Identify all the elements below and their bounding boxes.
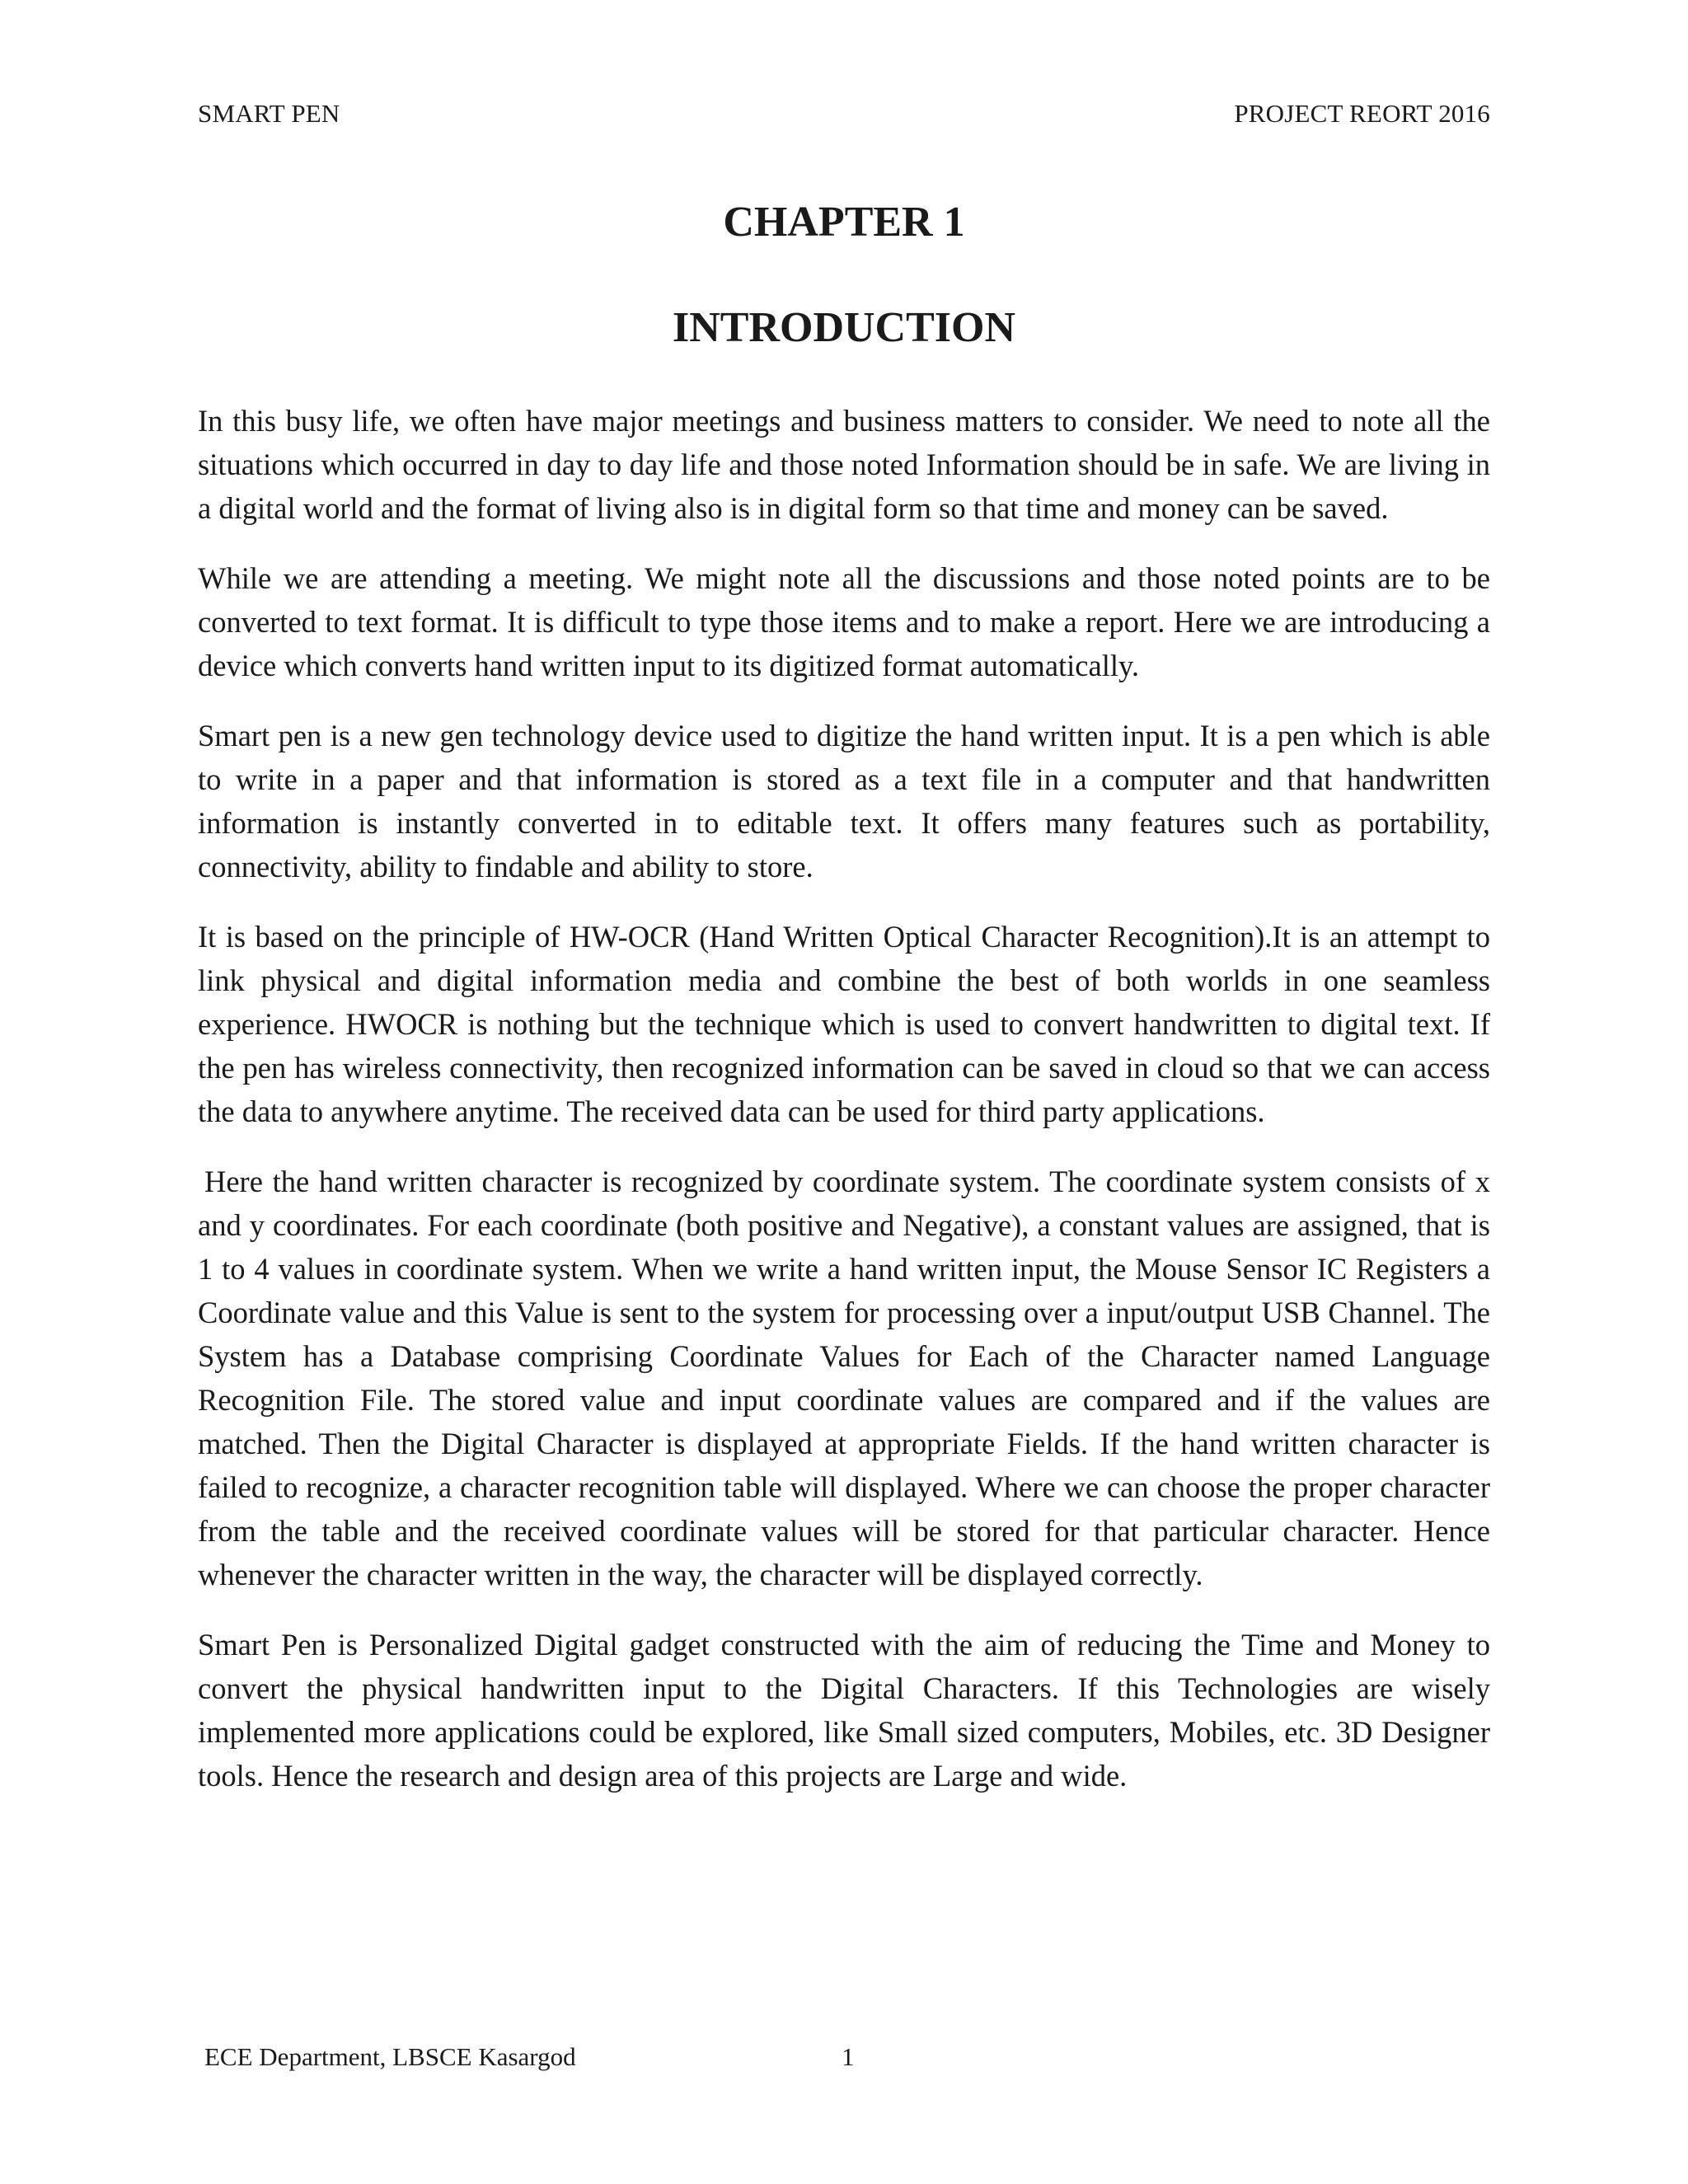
paragraph: While we are attending a meeting. We might note all the discussions and those noted points are to be converted to text format. It is difficult to type those items and to make a report. Here we are introducing a device which converts hand written input to its digitized format automatically.	[198, 561, 1490, 682]
paragraph: Smart Pen is Personalized Digital gadget constructed with the aim of reducing the Time and Money to convert the physical handwritten input to the Digital Characters. If this Technologies are wisely implemented more applications could be explored, like Small sized computers, Mobiles, etc. 3D Designer tools. Hence the research and design area of this projects are Large and wide.	[198, 1628, 1490, 1793]
paragraph: It is based on the principle of HW-OCR (Hand Written Optical Character Recognition).It is an attempt to link physical and digital information media and combine the best of both worlds in one seamless experience. HWOCR is nothing but the technique which is used to convert handwritten to digital text. If the pen has wireless connectivity, then recognized information can be saved in cloud so that we can access the data to anywhere anytime. The received data can be used for third party applications.	[198, 920, 1490, 1128]
header-left-title: SMART PEN	[198, 99, 340, 128]
page-number: 1	[842, 2042, 855, 2071]
header-right-title: PROJECT REORT 2016	[1234, 99, 1490, 128]
paragraph: Here the hand written character is recognized by coordinate system. The coordinate system consists of x and y coordinates. For each coordinate (both positive and Negative), a constant values are assigned, that is 1 to 4 values in coordinate system. When we write a hand written input, the Mouse Sensor IC Registers a Coordinate value and this Value is sent to the system for processing over a input/output USB Channel. The System has a Database comprising Coordinate Values for Each of the Character named Language Recognition File. The stored value and input coordinate values are compared and if the values are matched. Then the Digital Character is displayed at appropriate Fields. If the hand written character is failed to recognize, a character recognition table will displayed. Where we can choose the proper character from the table and the received coordinate values will be stored for that particular character. Hence whenever the character written in the way, the character will be displayed correctly.	[198, 1165, 1490, 1591]
paragraph: In this busy life, we often have major meetings and business matters to consider. We need to note all the situations which occurred in day to day life and those noted Information should be in safe. We are living in a digital world and the format of living also is in digital form so that time and money can be saved.	[198, 404, 1490, 525]
running-header	[198, 97, 1490, 130]
footer-department: ECE Department, LBSCE Kasargod	[204, 2042, 576, 2071]
paragraph: Smart pen is a new gen technology device used to digitize the hand written input. It is a pen which is able to write in a paper and that information is stored as a text file in a computer and that handwritten information is instantly converted in to editable text. It offers many features such as portability, connectivity, ability to findable and ability to store.	[198, 719, 1490, 883]
chapter-title: INTRODUCTION	[672, 304, 1016, 351]
chapter-number: CHAPTER 1	[723, 199, 965, 246]
body-text	[198, 399, 1490, 1824]
